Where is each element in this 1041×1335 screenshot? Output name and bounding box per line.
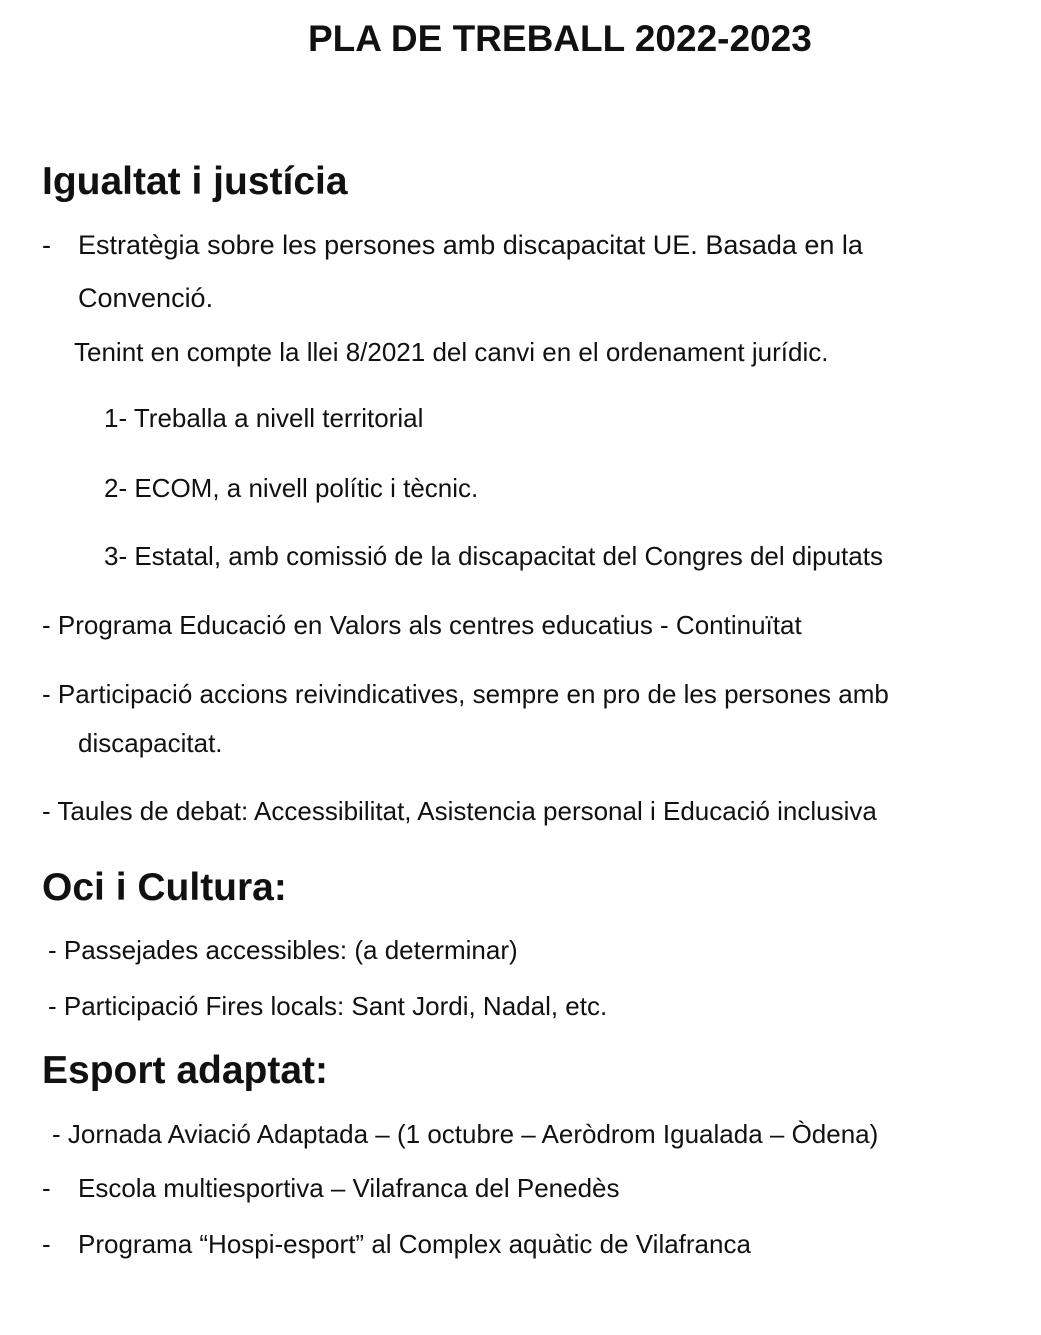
sub-list-item: 3- Estatal, amb comissió de la discapacitat del Congres del diputats bbox=[104, 541, 883, 571]
sub-list-item: 1- Treballa a nivell territorial bbox=[104, 403, 424, 433]
list-item-note: Tenint en compte la llei 8/2021 del canvi en el ordenament jurídic. bbox=[74, 337, 829, 367]
list-item: - Programa Educació en Valors als centres educatius - Continuïtat bbox=[42, 610, 802, 640]
list-item: - Jornada Aviació Adaptada – (1 octubre – Aeròdrom Igualada – Òdena) bbox=[52, 1119, 879, 1149]
list-item: - Passejades accessibles: (a determinar) bbox=[48, 935, 518, 965]
list-item: - Participació Fires locals: Sant Jordi, Nadal, etc. bbox=[48, 991, 608, 1021]
list-item-continuation: discapacitat. bbox=[78, 728, 223, 758]
section-heading-esport-adaptat: Esport adaptat: bbox=[42, 1049, 329, 1092]
list-bullet: - bbox=[42, 1229, 51, 1259]
list-item-continuation: Convenció. bbox=[78, 283, 214, 313]
list-item: Programa “Hospi-esport” al Complex aquàtic de Vilafranca bbox=[78, 1229, 751, 1259]
section-heading-oci-cultura: Oci i Cultura: bbox=[42, 866, 287, 909]
section-heading-igualtat: Igualtat i justícia bbox=[42, 160, 348, 203]
list-item: Estratègia sobre les persones amb discapacitat UE. Basada en la bbox=[78, 230, 863, 260]
list-item: Escola multiesportiva – Vilafranca del Penedès bbox=[78, 1173, 620, 1203]
page-title: PLA DE TREBALL 2022-2023 bbox=[308, 18, 812, 59]
sub-list-item: 2- ECOM, a nivell polític i tècnic. bbox=[104, 473, 479, 503]
list-item: - Taules de debat: Accessibilitat, Asistencia personal i Educació inclusiva bbox=[42, 796, 877, 826]
list-item: - Participació accions reivindicatives, sempre en pro de les persones amb bbox=[42, 679, 889, 709]
list-bullet: - bbox=[42, 230, 51, 260]
list-bullet: - bbox=[42, 1173, 51, 1203]
